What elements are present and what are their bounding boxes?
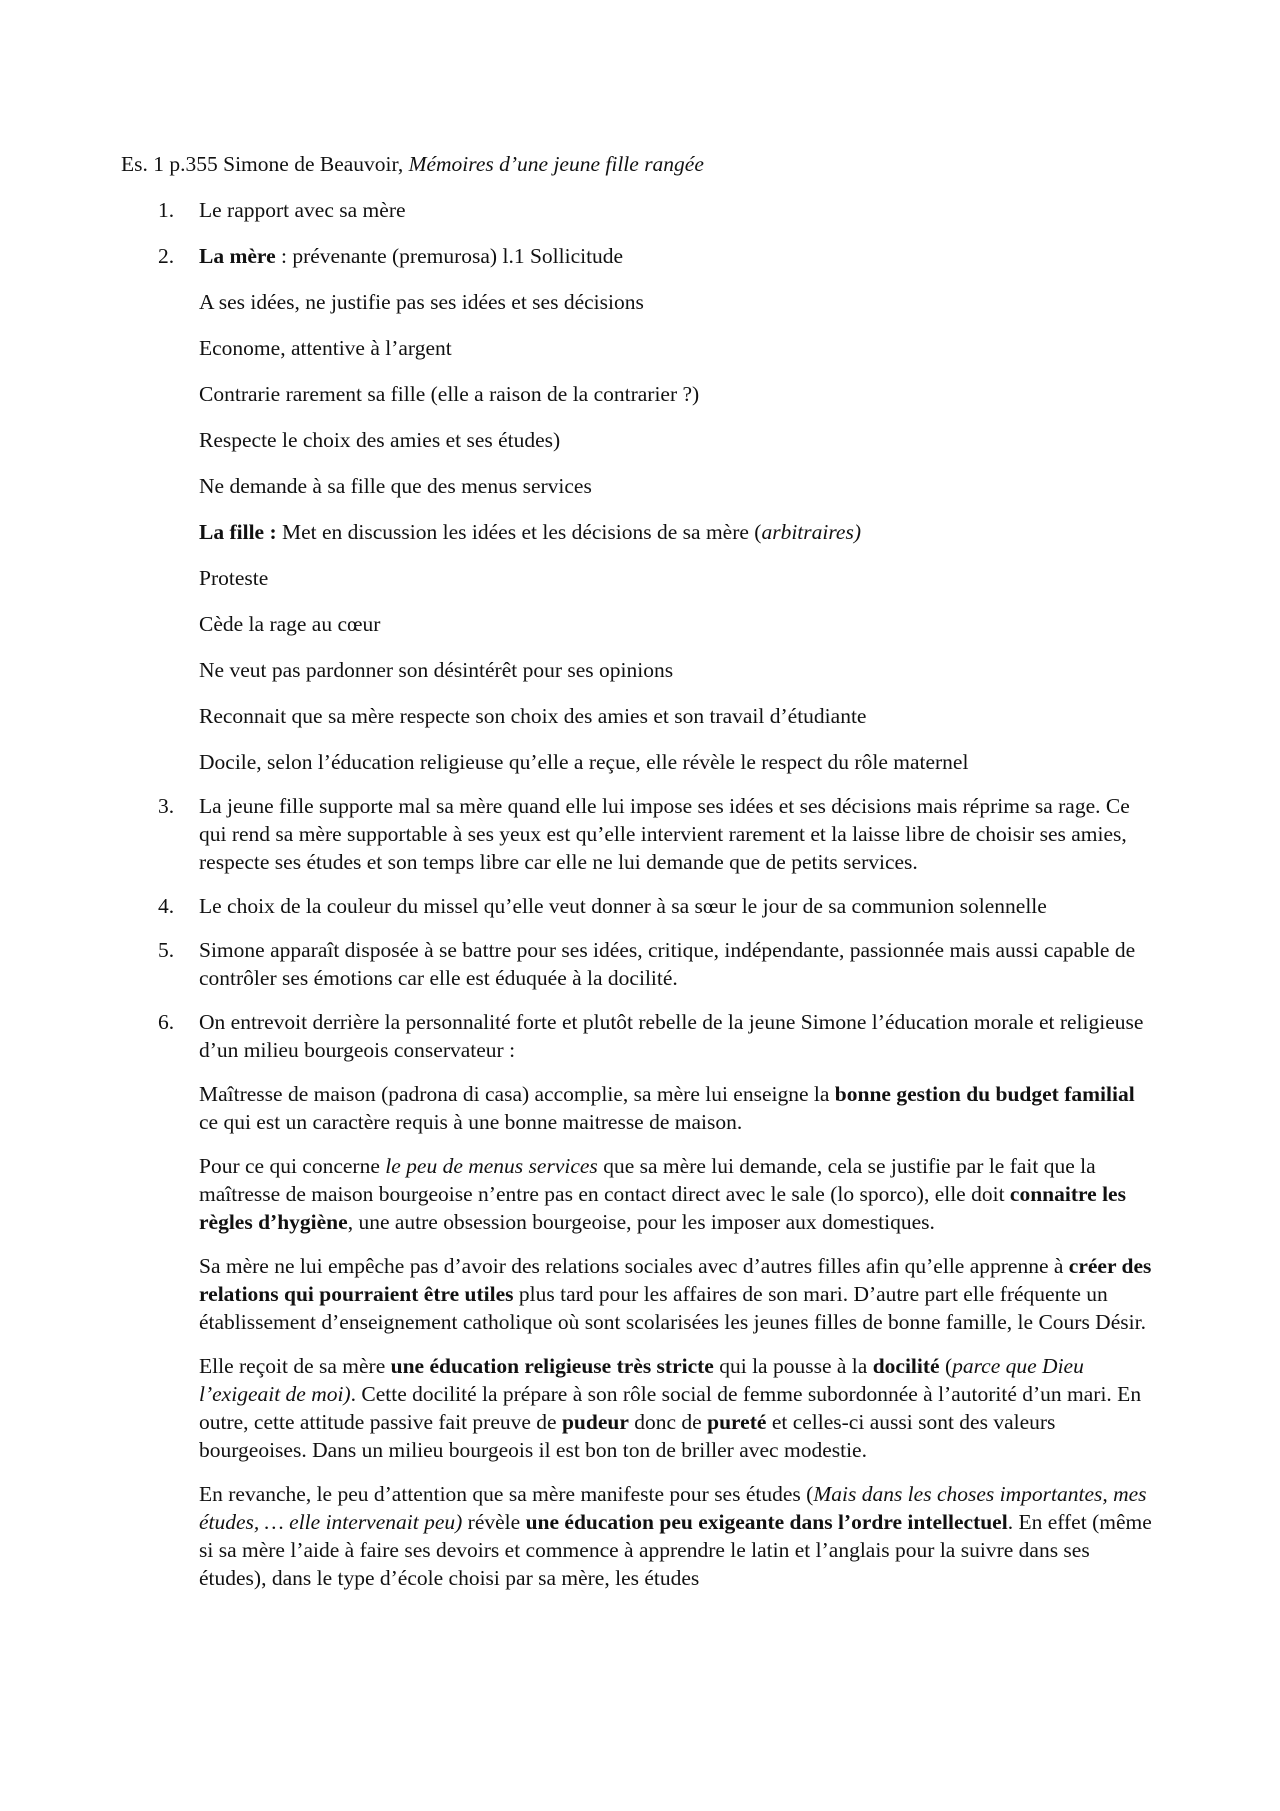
text-run: donc de	[628, 1410, 708, 1434]
bold-run: pudeur	[561, 1410, 629, 1434]
text-run: que sa mère lui demande, cela se justifie par le fait que la maîtresse de maison bourgeoise n’entre pas en contact direct avec le sale (lo sporco), elle doit	[199, 1154, 1096, 1206]
document-heading	[121, 150, 1171, 178]
list-item-5	[0, 936, 1159, 992]
italic-run: parce que Dieu l’exigeait de moi)	[199, 1354, 1084, 1406]
text-run: ce qui est un caractère requis à une bonne maitresse de maison.	[199, 1110, 743, 1134]
text-run: , une autre obsession bourgeoise, pour les imposer aux domestiques.	[347, 1210, 935, 1234]
bold-run: créer des relations qui pourraient être utiles	[199, 1254, 1152, 1306]
list-number: 3.	[158, 794, 175, 818]
list-item-6	[0, 1008, 1159, 1064]
list-item-4	[0, 892, 1159, 920]
list-number: 5.	[158, 938, 175, 962]
list-item-text: Le rapport avec sa mère	[199, 198, 406, 222]
fille-text: Met en discussion les idées et les décisions de sa mère (	[276, 520, 762, 544]
list-number: 4.	[158, 894, 175, 918]
bold-run: pureté	[707, 1410, 767, 1434]
list-number: 6.	[158, 1010, 175, 1034]
paragraph-budget	[0, 1080, 1159, 1136]
paragraph-religion	[0, 1352, 1159, 1464]
list-item-text: : prévenante (premurosa) l.1 Sollicitude	[275, 244, 624, 268]
text-run: plus tard pour les affaires de son mari. D’autre part elle fréquente un établissement d’enseignement catholique où sont scolarisées les jeunes filles de bonne famille, le Cours Désir.	[199, 1282, 1146, 1334]
list-item-1	[0, 196, 1159, 224]
list-item-3	[0, 792, 1159, 876]
list-item-text: Simone apparaît disposée à se battre pour ses idées, critique, indépendante, passionnée mais aussi capable de contrôler ses émotions car elle est éduquée à la docilité.	[199, 938, 1136, 990]
text-run: Maîtresse de maison (padrona di casa) accomplie, sa mère lui enseigne la	[199, 1082, 835, 1106]
fille-line: Ne veut pas pardonner son désintérêt pour ses opinions	[199, 658, 674, 682]
fille-line: Docile, selon l’éducation religieuse qu’elle a reçue, elle révèle le respect du rôle maternel	[199, 750, 969, 774]
fille-label: La fille :	[199, 520, 277, 544]
fille-line: Proteste	[199, 566, 269, 590]
list-item-text: On entrevoit derrière la personnalité forte et plutôt rebelle de la jeune Simone l’éducation morale et religieuse d’un milieu bourgeois conservateur :	[199, 1010, 1144, 1062]
answer-list	[0, 196, 1280, 1592]
text-run: et celles-ci aussi sont des valeurs bourgeoises. Dans un milieu bourgeois il est bon ton de briller avec modestie.	[199, 1410, 1056, 1462]
bold-run: connaitre les règles d’hygiène	[199, 1182, 1126, 1234]
text-run: Pour ce qui concerne	[199, 1154, 386, 1178]
bold-run: une éducation peu exigeante dans l’ordre intellectuel	[525, 1510, 1008, 1534]
list-number: 2.	[158, 244, 175, 268]
list-item-text: La jeune fille supporte mal sa mère quand elle lui impose ses idées et ses décisions mais réprime sa rage. Ce qui rend sa mère supportable à ses yeux est qu’elle intervient rarement et la laisse libre de choisir ses amies, respecte ses études et son temps libre car elle ne lui demande que de petits services.	[199, 794, 1130, 874]
text-run: Elle reçoit de sa mère	[199, 1354, 391, 1378]
italic-run: le peu de menus services	[385, 1154, 598, 1178]
paragraph-etudes	[0, 1480, 1159, 1592]
text-run: . En effet (même si sa mère l’aide à faire ses devoirs et commence à apprendre le latin et l’anglais pour la suivre dans ses études), dans le type d’école choisi par sa mère, les études	[199, 1510, 1152, 1590]
text-run: . Cette docilité la prépare à son rôle social de femme subordonnée à l’autorité d’un mari. En outre, cette attitude passive fait preuve de	[199, 1382, 1142, 1434]
bold-run: bonne gestion du budget familial	[834, 1082, 1135, 1106]
list-number: 1.	[158, 198, 175, 222]
bold-run: docilité	[872, 1354, 940, 1378]
fille-line: Cède la rage au cœur	[199, 612, 381, 636]
italic-run: Mais dans les choses importantes, mes études, … elle intervenait peu)	[199, 1482, 1147, 1534]
bold-run: une éducation religieuse très stricte	[390, 1354, 714, 1378]
mere-label: La mère	[199, 244, 276, 268]
paragraph-relations	[0, 1252, 1159, 1336]
mere-line: Contrarie rarement sa fille (elle a raison de la contrarier ?)	[199, 382, 700, 406]
paragraph-hygiene	[0, 1152, 1159, 1236]
list-item-text: Le choix de la couleur du missel qu’elle veut donner à sa sœur le jour de sa communion solennelle	[199, 894, 1047, 918]
mere-line: A ses idées, ne justifie pas ses idées et ses décisions	[199, 290, 644, 314]
fille-line	[0, 518, 1159, 546]
heading-prefix: Es. 1 p.355 Simone de Beauvoir,	[121, 152, 409, 176]
book-title: Mémoires d’une jeune fille rangée	[408, 152, 704, 176]
list-item-2	[0, 242, 1159, 270]
mere-line: Respecte le choix des amies et ses études)	[199, 428, 561, 452]
text-run: En revanche, le peu d’attention que sa mère manifeste pour ses études (	[199, 1482, 814, 1506]
text-run: qui la pousse à la	[713, 1354, 873, 1378]
text-run: (	[939, 1354, 953, 1378]
fille-italic: arbitraires)	[761, 520, 861, 544]
fille-line: Reconnait que sa mère respecte son choix des amies et son travail d’étudiante	[199, 704, 867, 728]
mere-line: Econome, attentive à l’argent	[199, 336, 452, 360]
text-run: Sa mère ne lui empêche pas d’avoir des relations sociales avec d’autres filles afin qu’elle apprenne à	[199, 1254, 1069, 1278]
mere-line: Ne demande à sa fille que des menus services	[199, 474, 592, 498]
text-run: révèle	[462, 1510, 526, 1534]
